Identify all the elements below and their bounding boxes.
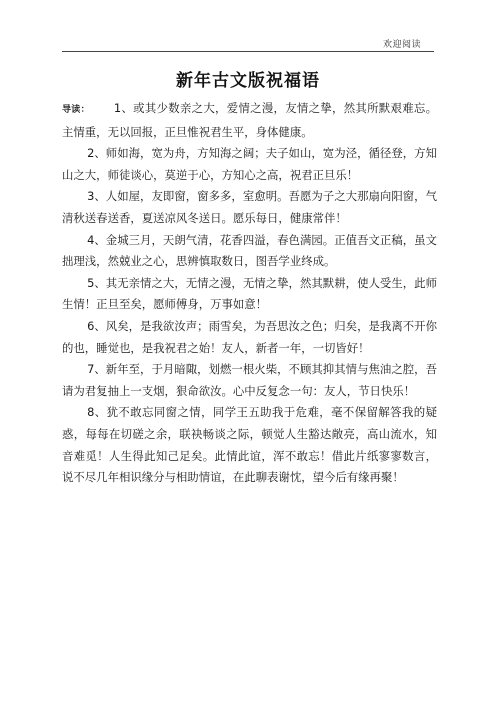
document-title: 新年古文版祝福语: [176, 71, 320, 91]
paragraph-1-text: 1、或其少数亲之大，爱情之漫，友情之挚，然其所默艰难忘。主情重，无以回报，正旦惟祝君生平，身体健康。: [62, 101, 437, 139]
document-body: [62, 98, 437, 489]
header-note: 欢迎阅读: [382, 40, 421, 50]
paragraph-7: 7、新年至，于月暗陬，划燃一根火柴，不顾其抑其情与焦油之腔，吾请为君复抽上一支烟，狠命欲汝。心中反复念一句：友人，节日快乐！: [62, 362, 437, 398]
header-divider: [62, 51, 434, 52]
paragraph-4: 4、金城三月，天朗气清，花香四溢，春色满园。正值吾文正稿，虽文拙理浅，然兢业之心，思辨慎取数日，图吾学业终成。: [62, 232, 437, 269]
paragraph-8: 8、犹不敢忘同窗之情，同学王五助我于危难，毫不保留解答我的疑惑，每每在切磋之余，联袂畅谈之际，顿觉人生豁达敞亮，高山流水，知音难觅！人生得此知己足矣。此情此谊，浑不敢忘！借此片纸寥寥数言，说不尽几年相识缘分与相助情谊，在此聊表谢忱，望今后有缘再聚！: [62, 405, 437, 485]
paragraph-2: 2、师如海，宽为舟，方知海之阔；夫子如山，宽为泾，循径登，方知山之大，师徒谈心，莫逆于心，方知心之高，祝君正旦乐！: [62, 146, 437, 182]
paragraph-6: 6、风矣，是我欲汝声；雨雪矣，为吾思汝之色；归矣，是我离不开你的也，睡觉也，是我祝君之始！友人，新者一年，一切皆好！: [62, 318, 437, 355]
paragraph-5: 5、其无亲情之大，无情之漫，无情之挚，然其默耕，使人受生，此师生情！正旦至矣，愿师傅身，万事如意！: [62, 275, 437, 312]
paragraph-3: 3、人如屋，友即窗，窗多多，室愈明。吾愿为子之大那扇向阳窗，气清秋送春送香，夏送凉风冬送日。愿乐每日，健康常伴！: [62, 189, 437, 225]
lead-label: 导读：: [62, 105, 90, 115]
paragraph-1: [62, 98, 437, 143]
